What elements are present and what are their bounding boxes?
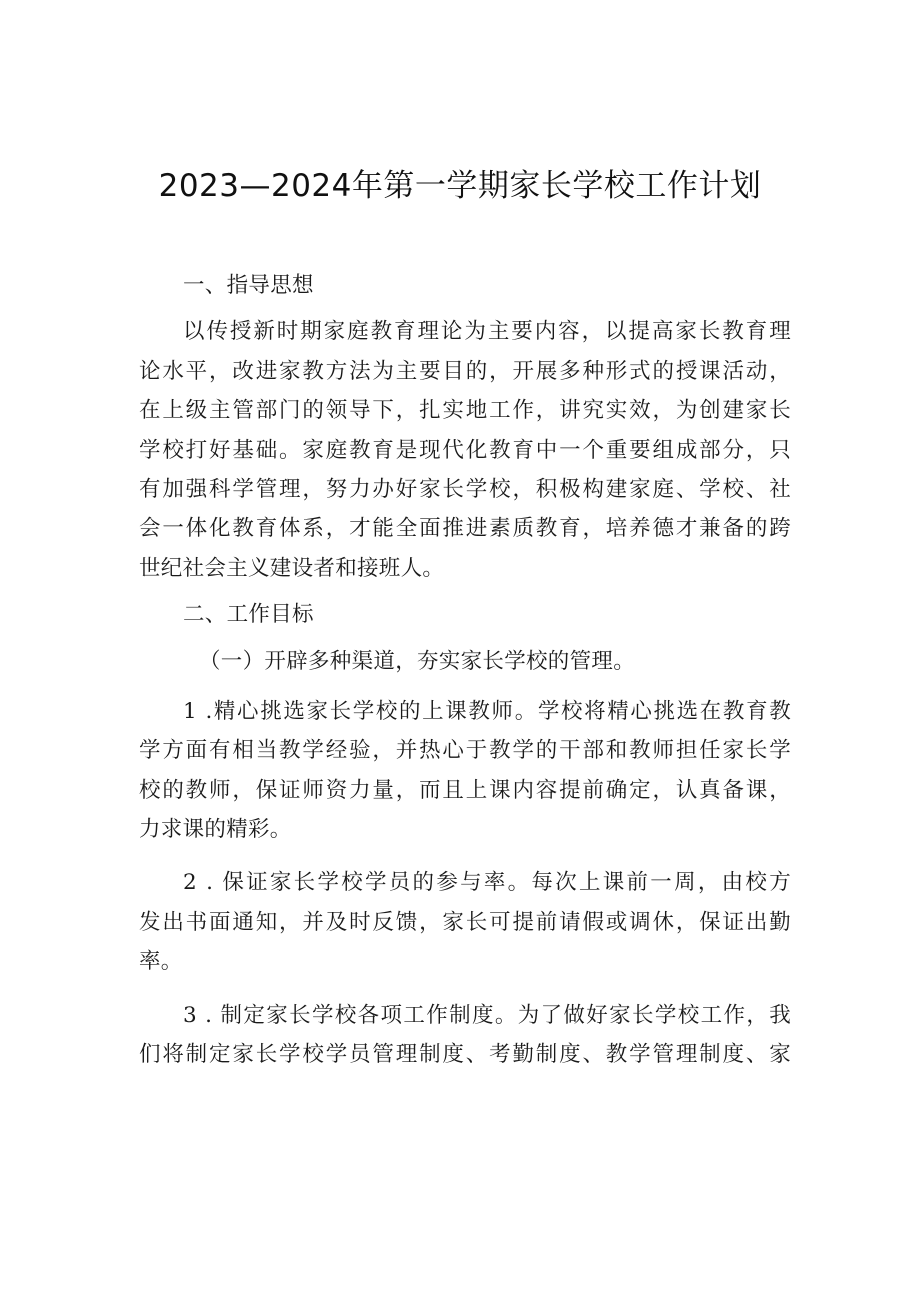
document-body xyxy=(139,266,791,1074)
section-heading-guiding-ideology: 一、指导思想 xyxy=(183,273,314,298)
paragraph-line: 力求课的精彩。 xyxy=(139,817,292,843)
paragraph-line: 发出书面通知，并及时反馈，家长可提前请假或调休，保证出勤 xyxy=(139,909,791,935)
paragraph-line: 论水平，改进家教方法为主要目的，开展多种形式的授课活动， xyxy=(139,358,791,384)
paragraph-line: 们将制定家长学校学员管理制度、考勤制度、教学管理制度、家 xyxy=(139,1042,791,1068)
paragraph-line: 有加强科学管理，努力办好家长学校，积极构建家庭、学校、社 xyxy=(139,476,791,502)
section-heading-work-goals: 二、工作目标 xyxy=(183,602,314,628)
paragraph-guiding-ideology xyxy=(139,312,791,588)
list-item-1 xyxy=(139,692,791,850)
paragraph-line: 校的教师，保证师资力量，而且上课内容提前确定，认真备课， xyxy=(139,777,791,803)
paragraph-line: 在上级主管部门的领导下，扎实地工作，讲究实效，为创建家长 xyxy=(139,398,791,424)
document-title: 2023—2024年第一学期家长学校工作计划 xyxy=(158,168,762,204)
paragraph-line: 会一体化教育体系，才能全面推进素质教育，培养德才兼备的跨 xyxy=(139,516,791,542)
list-item-2 xyxy=(139,863,791,981)
list-item-3 xyxy=(139,996,791,1075)
subsection-heading-1: （一）开辟多种渠道，夯实家长学校的管理。 xyxy=(199,648,636,674)
paragraph-line: 世纪社会主义建设者和接班人。 xyxy=(139,555,445,581)
paragraph-line: 学方面有相当教学经验，并热心于教学的干部和教师担任家长学 xyxy=(139,738,791,764)
paragraph-line: 1 .精心挑选家长学校的上课教师。学校将精心挑选在教育教 xyxy=(183,698,791,724)
paragraph-line: 率。 xyxy=(139,949,183,975)
paragraph-line: 以传授新时期家庭教育理论为主要内容，以提高家长教育理 xyxy=(183,319,791,345)
paragraph-line: 2 . 保证家长学校学员的参与率。每次上课前一周，由校方 xyxy=(183,870,791,896)
paragraph-line: 3 . 制定家长学校各项工作制度。为了做好家长学校工作，我 xyxy=(183,1002,791,1028)
paragraph-line: 学校打好基础。家庭教育是现代化教育中一个重要组成部分，只 xyxy=(139,437,791,463)
